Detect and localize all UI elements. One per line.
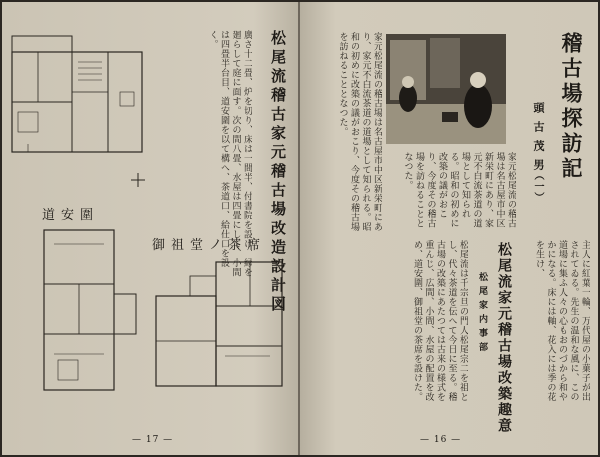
body-column-bottom: 松尾流は千宗旦の門人松尾宗二を祖とし、代々茶道を伝へて今日に至る。稽古場の改築にあたつては古来の様式を重んじ、広間、小間、水屋の配置を改め、道安圍、御祖堂の茶席を設けた。 <box>412 240 468 402</box>
floor-plan-main <box>8 32 148 162</box>
body-column-top: 家元松尾流の稽古場は名古屋市中区新栄町にあり、家元不白流茶道の道場として知られる。昭和の初めに改築の議がおこり、今度その稽古場を訪ねることとなつた。 <box>337 32 382 232</box>
plan3-title: 御祖堂ノ茶席 <box>152 238 267 253</box>
left-folio: — 17 — <box>132 435 174 445</box>
north-mark <box>130 172 146 188</box>
right-folio: — 16 — <box>420 435 462 445</box>
plan2-title: 道安圍 <box>42 208 100 223</box>
right-page <box>300 2 598 455</box>
article-title: 稽古場探訪記 <box>559 32 584 182</box>
plan-title: 松尾流稽古家元稽古場改造設計図 <box>269 30 287 315</box>
floor-plan-doan <box>34 224 144 404</box>
book-spread <box>2 2 598 455</box>
article-number: （一） <box>532 170 543 203</box>
body-column-mid: 家元松尾流の稽古場は名古屋市中区新栄町にあり、家元不白流茶道の道場として知られる。昭和の初めに改築の議がおこり、今度その稽古場を訪ねることとなつた。 <box>402 152 516 228</box>
article-author: 頭古茂男 <box>532 102 545 178</box>
tea-room-photo <box>386 34 506 144</box>
sub-author: 松尾家内事部 <box>477 272 487 356</box>
left-page <box>2 2 298 455</box>
body-column-right: 主人に紅葉一輪、万代屋の小菓子が出されてゐる。先生の温和な風に、この道場に集ふ人々の心もおのづから和やかになる。床には軸、花入には季の花を生け、 <box>534 240 590 402</box>
floor-plan-misodo <box>150 256 290 406</box>
left-body-text: 廣さ十二畳、炉を切り、床は一間半、付書院を設け、縁を廻らして庭に面す。次の間八畳、水屋は四畳にして、小間は四畳半台目、道安圍を以て構へ、茶道口、給仕口を設く。 <box>207 30 252 277</box>
subheading: 松尾流家元稽古場改築趣意 <box>496 242 512 434</box>
